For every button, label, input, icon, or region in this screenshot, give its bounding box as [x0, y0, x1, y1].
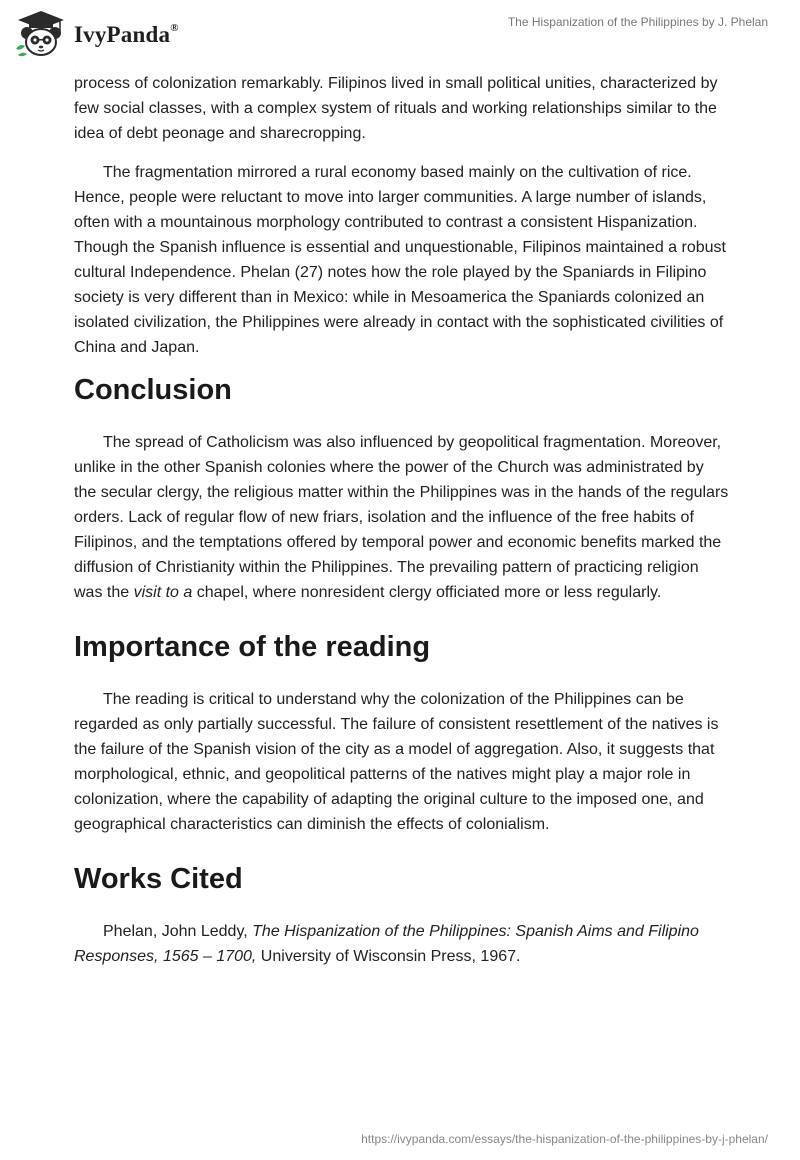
paragraph-continuation: process of colonization remarkably. Filipinos lived in small political unities, characterized by few social classes, with a complex system of rituals and working relationships similar to the idea of debt peonage and sharecropping. — [74, 75, 718, 142]
source-url-link[interactable]: https://ivypanda.com/essays/the-hispanization-of-the-philippines-by-j-phelan/ — [361, 1132, 768, 1146]
paragraph-importance: The reading is critical to understand why the colonization of the Philippines can be regarded as only partially successful. The failure of consistent resettlement of the natives is the failure of the Spanish vision of the city as a model of aggregation. Also, it suggests that morphological, ethnic, and geopolitical patterns of the natives might play a major role in colonization, where the capability of adapting the original culture to the imposed one, and geographical characteristics can diminish the effects of colonialism. — [74, 691, 719, 833]
conclusion-heading: Conclusion — [74, 374, 232, 406]
essay-content — [74, 71, 730, 969]
paragraph-conclusion: The spread of Catholicism was also influenced by geopolitical fragmentation. Moreover, unlike in the other Spanish colonies where the power of the Church was administrated by the secular clergy, the religious matter within the Philippines was in the hands of the regulars orders. Lack of regular flow of new friars, isolation and the influence of the free habits of Filipinos, and the temptations offered by temporal power and economic benefits marked the diffusion of Christianity within the Philippines. The prevailing pattern of practicing religion was the visit to a chapel, where nonresident clergy officiated more or less regularly. — [74, 434, 729, 601]
importance-heading: Importance of the reading — [74, 631, 431, 663]
works-cited-heading: Works Cited — [74, 863, 243, 895]
ivypanda-logo[interactable] — [14, 8, 179, 60]
panda-graduate-icon — [14, 9, 68, 59]
citation-entry: Phelan, John Leddy, The Hispanization of the Philippines: Spanish Aims and Filipino Responses, 1565 – 1700, University of Wisconsin Press, 1967. — [74, 923, 699, 965]
document-title: The Hispanization of the Philippines by J. Phelan — [507, 15, 768, 29]
paragraph-fragmentation: The fragmentation mirrored a rural economy based mainly on the cultivation of rice. Hence, people were reluctant to move into larger communities. A large number of islands, often with a mountainous morphology contributed to contrast a consistent Hispanization. Though the Spanish influence is essential and unquestionable, Filipinos maintained a robust cultural Independence. Phelan (27) notes how the role played by the Spaniards in Filipino society is very different than in Mexico: while in Mesoamerica the Spaniards colonized an isolated civilization, the Philippines were already in contact with the sophisticated civilities of China and Japan. — [74, 164, 726, 356]
brand-name: IvyPanda® — [74, 22, 179, 47]
